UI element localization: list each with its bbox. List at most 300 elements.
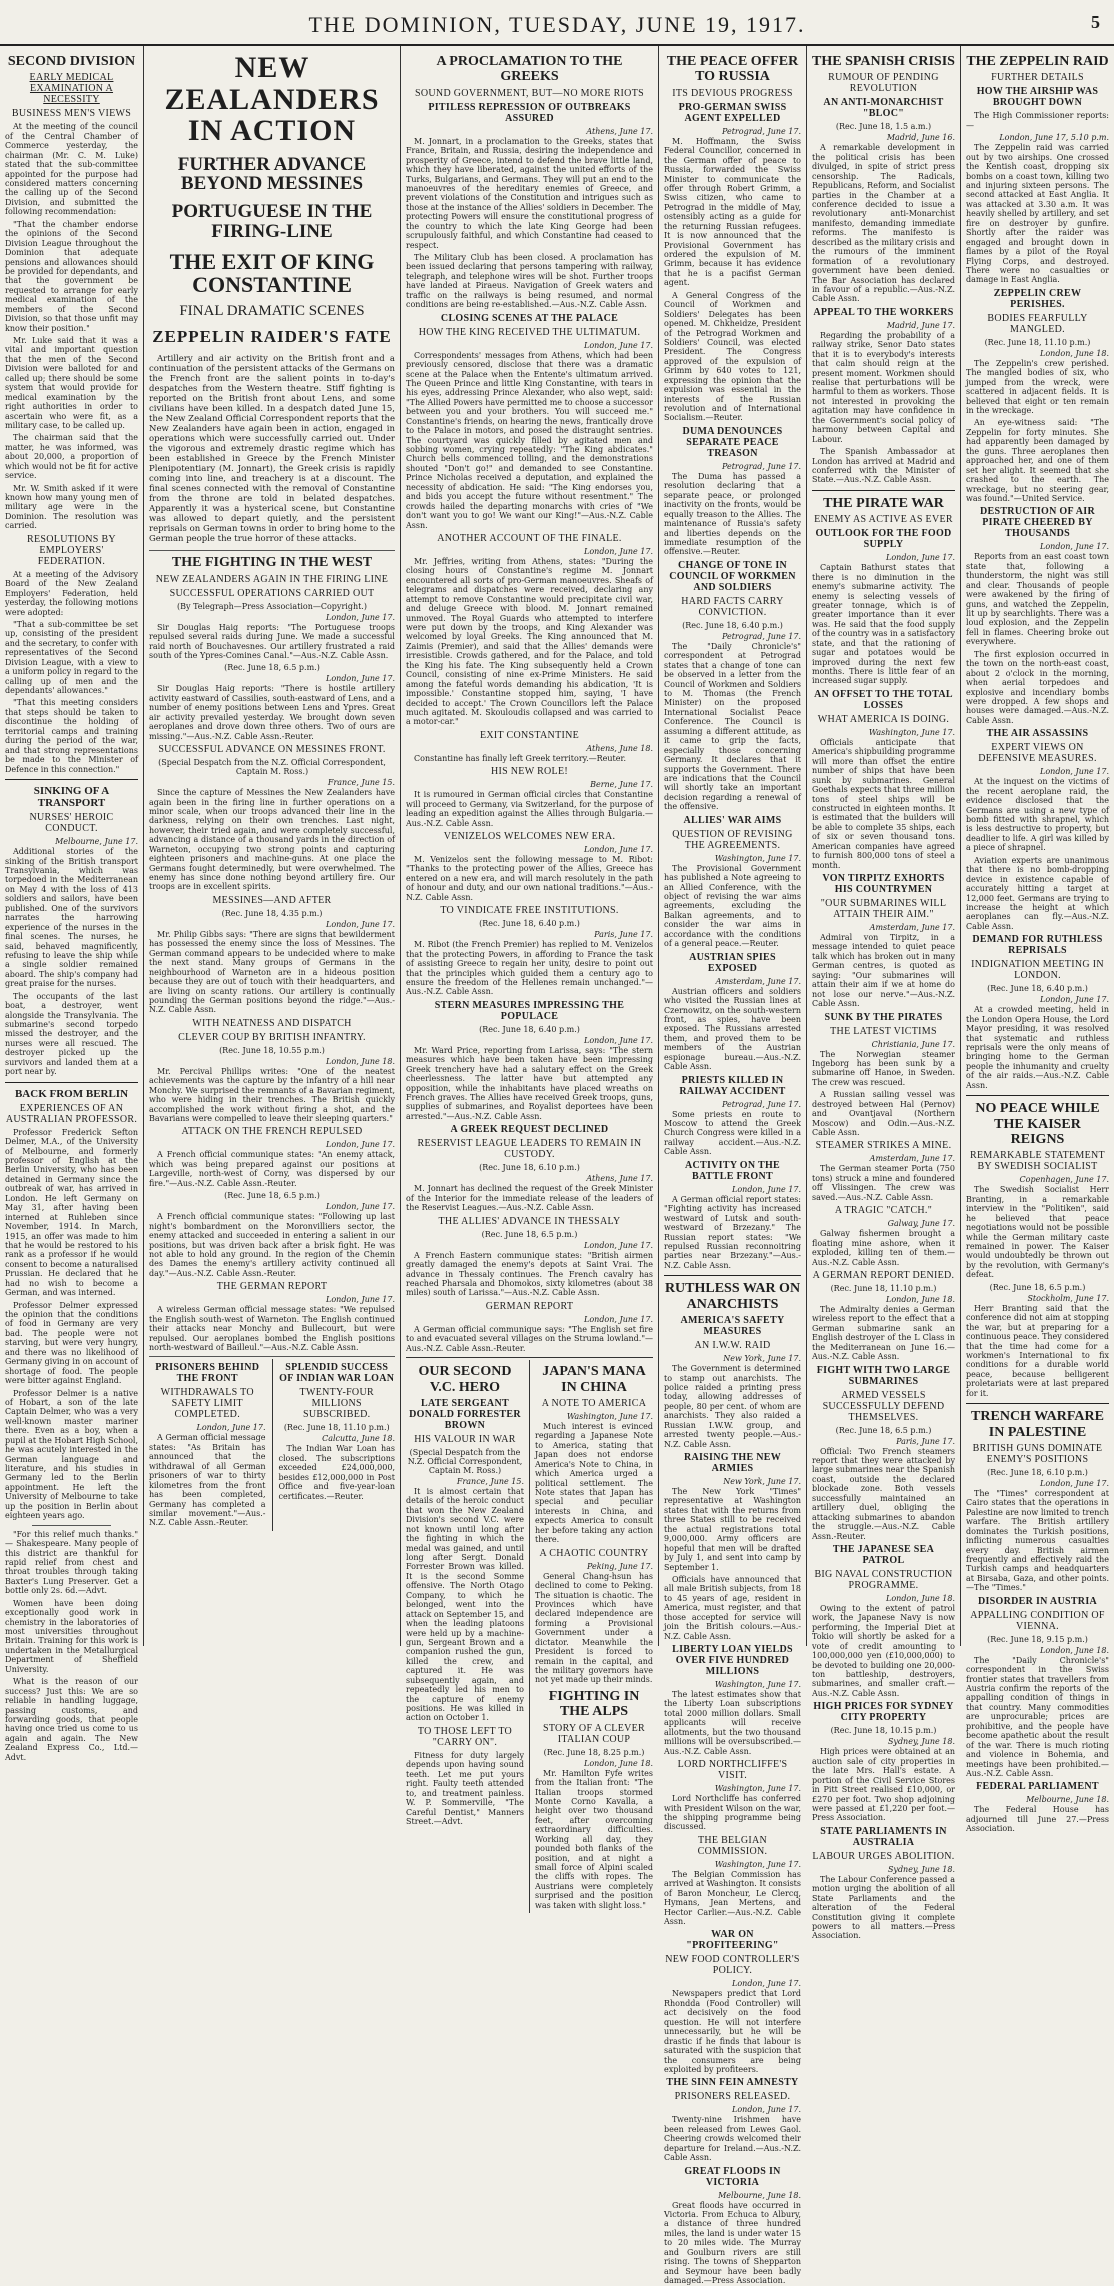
dateline: London, June 17. — [196, 1423, 266, 1433]
dateline: Stockholm, June 17. — [1027, 1293, 1109, 1303]
article-paragraph: The Admiralty denies a German wireless report to the effect that a German submarine sank an English destroyer of the L Class in the Mediterranean on June 16.—Aus.-N.Z. Cable Assn. — [812, 1304, 955, 1362]
article-paragraph: Some priests en route to Moscow to attend the Greek Church Congress were killed in a railway accident.—Aus.-N.Z. Cable Assn. — [664, 1109, 801, 1157]
dateline: London, June 18. — [1040, 1645, 1109, 1655]
subheadline: PRO-GERMAN SWISS AGENT EXPELLED — [678, 101, 787, 124]
subheadline: EXIT CONSTANTINE — [479, 729, 580, 741]
dateline: Washington, June 17. — [566, 1411, 653, 1421]
article-paragraph: M. Ribot (the French Premier) has replied to M. Venizelos that the protecting Powers, in affording to France the task of assisting Greece to regain her unity, desire to point out that the principles which guided them a century ago to ensure the freedom of the Hellenes remain unchanged."—Aus.-N.Z. Cable Assn. — [406, 940, 653, 997]
subheadline: DUMA DENOUNCES SEPARATE PEACE TREASON — [682, 425, 783, 459]
subheadline: STEAMER STRIKES A MINE. — [815, 1140, 952, 1152]
headline: ZEPPELIN RAIDER'S FATE — [152, 327, 392, 347]
subheadline: REMARKABLE STATEMENT BY SWEDISH SOCIALIST — [970, 1150, 1105, 1173]
subheadline: AMERICA'S SAFETY MEASURES — [680, 1315, 785, 1338]
article-paragraph: The High Commissioner reports:— — [966, 111, 1109, 130]
article-paragraph: High prices were obtained at an auction sale of city properties in the late Mrs. Hall's estate. A portion of the Civil Service Stores in Pitt Street realised £10,000, or £270 per foot. Two shop adjoining were passed at £1,220 per foot.—Press Association. — [812, 1747, 955, 1823]
article-paragraph: A French official communique states: "Following up last night's bombardment on the Moronvilliers sector, the enemy attacked and succeeded in entering a salient in our positions, but was driven back after a brisk fight. He was not able to hold any ground. In the region of the Chemin des Dames the enemy's artillery activity continued all day."—Aus.-N.Z. Cable Assn.-Reuter. — [149, 1212, 395, 1278]
dateline: London, June 17. — [886, 553, 955, 563]
article-paragraph: Austrian officers and soldiers who visited the Russian lines at Czernowitz, on the south-western front, as spies, have been exposed. The Russians arrested them, and proved them to be members of the Austrian espionage bureau.—Aus.-N.Z. Cable Assn. — [664, 986, 801, 1072]
dateline: London, June 18. — [886, 1294, 955, 1304]
article-paragraph: The Swedish Socialist Herr Branting, in a remarkable interview in the "Politiken", said he believed that peace negotiations would not be possible while the German military caste remained in power. The Kaiser would undoubtedly be thrown out by the revolution, with Germany's defeat. — [966, 1185, 1109, 1280]
divider — [5, 779, 138, 780]
subheadline: TWENTY-FOUR MILLIONS SUBSCRIBED. — [299, 1387, 374, 1421]
subheadline: AN OFFSET TO THE TOTAL LOSSES — [814, 688, 953, 711]
dateline: Amsterdam, June 17. — [869, 1154, 955, 1164]
article-paragraph: The "Times" correspondent at Cairo states that the operations in Palestine are now limited to trench warfare. The British artillery dominates the Turkish positions, inflicting numerous casualties every day. British airmen frequently and effectively raid the Turkish camps and headquarters at Birsaba, Gaza, and other points.—The "Times." — [966, 1488, 1109, 1593]
received-note: (Rec. June 18, 6.5 p.m.) — [989, 1282, 1086, 1292]
subheadline: ACTIVITY ON THE BATTLE FRONT — [684, 1159, 781, 1182]
subheadline: LORD NORTHCLIFFE'S VISIT. — [677, 1759, 788, 1782]
received-note: (Rec. June 18, 11.10 p.m.) — [830, 1283, 937, 1293]
dateline: Washington, June 17. — [714, 1784, 801, 1794]
subheadline: GREAT FLOODS IN VICTORIA — [684, 2165, 781, 2188]
dateline: London, June 17. — [326, 919, 395, 929]
sub-column — [535, 1360, 653, 1913]
article-paragraph: Much interest is evinced regarding a Japanese Note to America, stating that Japan does not endorse America's Note to China, in which America urged a political settlement. The Note states that Japan has special and peculiar interests in China, and expects America to consult her before taking any action there. — [535, 1421, 653, 1545]
summary-paragraph: Artillery and air activity on the British front and a continuation of the persistent attacks of the Germans on the French front are the salient points in to-day's despatches from the Western theatre. Stiff fighting is reported on the British front about Lens, and some civilians have been killed. In a despatch dated June 15, the New Zealand Official Correspondent reports that the New Zealanders have again been in action, engaged in operations which were successfully carried out. Under the vigorous and extremely drastic regime which has been established in Greece by the French Minister Plenipotentiary (M. Jonnart), the Greek crisis is rapidly coming into line, and treachery is at a discount. The final scenes connected with the removal of Constantine from the throne are told in belated despatches. Apparently it was a hysterical scene, but Constantine was allowed to depart quietly, and the persistent reprisals on German towns in order to bring home to the German people the true horror of these attacks. — [149, 354, 395, 545]
subheadline: ENEMY AS ACTIVE AS EVER — [814, 514, 953, 526]
article-paragraph: The Norwegian steamer Ingeborg has been sunk by a submarine off Hanoe, in Sweden. The crew was rescued. — [812, 1049, 955, 1087]
headline: TRENCH WARFARE IN PALESTINE — [971, 1409, 1104, 1440]
subheadline: SPLENDID SUCCESS OF INDIAN WAR LOAN — [279, 1362, 395, 1385]
subheadline: DEMAND FOR RUTHLESS REPRISALS — [972, 934, 1103, 957]
article-paragraph: Mr. Hamilton Fyfe writes from the Italian front: "The Italian troops stormed Monte Corno Kavalla, a height over two thousand feet, after overcoming extraordinary difficulties. Working all day, they pounded both flanks of the position, and at night a small force of Alpini scaled the cliffs with ropes. The Austrians were completely surprised and the position was taken with slight loss." — [535, 1768, 653, 1910]
received-note: (Rec. June 18, 11.10 p.m.) — [984, 337, 1091, 347]
article-paragraph: Great floods have occurred in Victoria. From Echuca to Albury, a distance of three hundred miles, the land is under water 15 to 20 miles wide. The Murray and Goulburn rivers are still rising. The towns of Shepparton and Seymour have been badly damaged.—Press Association. — [664, 2200, 801, 2286]
received-note: (Rec. June 18, 10.15 p.m.) — [830, 1726, 937, 1736]
subheadline: APPALLING CONDITION OF VIENNA. — [970, 1609, 1105, 1632]
article-paragraph: Mr. Philip Gibbs says: "There are signs that bewilderment has possessed the enemy since the loss of Messines. The German command appears to be undecided where to make the next stand. Many groups of Germans in the neighbourhood of Warneton are in a hideous position because they are out of touch with their headquarters, and are living on scanty rations. Our artillery is continually pounding the German positions beyond the ridge."—Aus.-N.Z. Cable Assn. — [149, 929, 395, 1015]
headline: RUTHLESS WAR ON ANARCHISTS — [664, 1281, 801, 1312]
subheadline: AN I.W.W. RAID — [694, 1340, 771, 1352]
column-1 — [0, 46, 143, 1762]
article-paragraph: "That this meeting considers that steps should be taken to discontinue the holding of territorial camps and training during the period of the war, and that strong representations be made to the Minister of Defence in this connection." — [5, 698, 138, 774]
subheadline: HIS NEW ROLE! — [490, 766, 569, 778]
article-paragraph: Professor Delmer is a native of Hobart, a son of the late Captain Delmer, who was a very well-known master mariner there. Even as a boy, when a pupil at the Hobart High School, he was acutely interested in the German language and literature, and his studies in Germany led to the Berlin appointment. He left the University of Melbourne to take up the position in Berlin about eighteen years ago. — [5, 1388, 138, 1521]
subheadline: OUTLOOK FOR THE FOOD SUPPLY — [815, 528, 952, 551]
received-note: (Rec. June 18, 6.40 p.m.) — [987, 984, 1088, 994]
column-rule — [272, 1359, 273, 1530]
subheadline: EARLY MEDICAL EXAMINATION A NECESSITY — [29, 72, 114, 106]
subheadline: STERN MEASURES IMPRESSING THE POPULACE — [434, 999, 625, 1022]
article-paragraph: The "Daily Chronicle's" correspondent at Petrograd states that a change of tone can be observed in a letter from the Council of Workmen and Soldiers to M. Thomas (the French Minister) on the proposed International Socialist Peace Conference. The Council is assuming a different attitude, as it came to grip the facts, especially those concerning Germany. It declares that it supports the Government. There are indications that the Council will shortly take an important decision regarding a renewal of the offensive. — [664, 641, 801, 812]
article-paragraph: Galway fishermen brought a floating mine ashore, when it exploded, killing ten of them.—Aus.-N.Z. Cable Assn. — [812, 1229, 955, 1267]
subheadline: ATTACK ON THE FRENCH REPULSED — [181, 1126, 363, 1138]
headline: THE PEACE OFFER TO RUSSIA — [666, 54, 799, 85]
dateline: Melbourne, June 17. — [55, 837, 138, 847]
sub-column — [149, 1359, 266, 1530]
article-paragraph: General Chang-hsun has declined to come to Peking. The situation is chaotic. The Provinces which have declared independence are forming a Provisional Government under a dictator. Meanwhile the President is forced to remain in the capital, and the military governors have not yet made up their minds. — [535, 1571, 653, 1685]
received-note: (Rec. June 18, 10.55 p.m.) — [219, 1045, 325, 1055]
article-paragraph: Since the capture of Messines the New Zealanders have again been in the firing line in further operations on a minor scale, when our troops advanced their line in the darkness, relying on their own trenches. Last night, however, their tried again, and were completely successful, advancing a distance of a thousand yards in the direction of Warneton, occupying two strong points and capturing eighteen prisoners and machine-guns. At one place the Germans fought determinedly, but were overwhelmed. The enemy has since done nothing beyond artillery fire. Our troops are in excellent spirits. — [149, 788, 395, 892]
dateline: London, June 17. — [584, 340, 653, 350]
article-paragraph: "That a sub-committee be set up, consisting of the president and the secretary, to confer with representatives of the Second Division League, with a view to a uniform policy in regard to the calling up of men and the dependants' allowances." — [5, 619, 138, 696]
article-paragraph: Officials have announced that all male British subjects, from 18 to 45 years of age, resident in America, must register, and that those accepted for service will join the British colours.—Aus.-N.Z. Cable Assn. — [664, 1574, 801, 1641]
received-note: (Rec. June 18, 6.5 p.m.) — [224, 1191, 320, 1201]
received-note: (Rec. June 18, 6.40 p.m.) — [682, 620, 783, 630]
received-note: (Rec. June 18, 6.10 p.m.) — [987, 1467, 1088, 1477]
subheadline: APPEAL TO THE WORKERS — [813, 306, 954, 318]
subheadline: A TRAGIC "CATCH." — [834, 1205, 933, 1217]
column-4 — [659, 46, 806, 2286]
subheadline: HARD FACTS CARRY CONVICTION. — [681, 595, 784, 618]
dateline: Paris, June 17. — [896, 1436, 955, 1446]
dateline: London, June 17. — [584, 1035, 653, 1045]
headline: FIGHTING IN THE ALPS — [548, 1688, 640, 1720]
dateline: Madrid, June 17. — [886, 320, 955, 330]
subheadline: WITH NEATNESS AND DISPATCH — [192, 1017, 352, 1029]
article-paragraph: M. Venizelos sent the following message to M. Ribot: "Thanks to the protecting power of the Allies, Greece has entered on a new era, and will march resolutely in the path of honour and duty, and our own national traditions."—Aus.-N.Z. Cable Assn. — [406, 855, 653, 902]
article-paragraph: Professor Frederick Sefton Delmer, M.A., of the University of Melbourne, and formerly professor of English at the Berlin University, who has been detained in Germany since the outbreak of war, has arrived in London. He left Germany on May 31, after having been interned at Ruhleben since November, 1914. In March, 1915, an offer was made to him that he would be restored to his rank as a professor if he would consent to become a naturalised Prussian. He declared that he had no wish to become a German, and was interned. — [5, 1127, 138, 1298]
article-paragraph: Newspapers predict that Lord Rhondda (Food Controller) will act decisively on the food question. He will not interfere unnecessarily, but he will be drastic if he finds that labour is saturated with the suspicion that the consumers are being exploited by profiteers. — [664, 1989, 801, 2074]
dateline: London, June 17. — [326, 1295, 395, 1305]
subheadline: RESOLUTIONS BY EMPLOYERS' FEDERATION. — [27, 533, 116, 567]
subheadline: ALLIES' WAR AIMS — [683, 814, 782, 826]
dateline: London, June 17. — [1040, 995, 1109, 1005]
headline: THE EXIT OF KING CONSTANTINE — [169, 249, 375, 298]
subheadline: HIS VALOUR IN WAR — [414, 1433, 516, 1445]
headline: THE PIRATE WAR — [823, 495, 944, 511]
article-paragraph: Mr. Luke said that it was a vital and important question that the men of the Second Division were balloted for and called up; there should be some system that would provide for medical examination by the right authorities in order to ascertain who were fit, as a military case, to be called up. — [5, 336, 138, 430]
article-paragraph: Lord Northcliffe has conferred with President Wilson on the war, the shipping programme being discussed. — [664, 1794, 801, 1832]
dateline: Amsterdam, June 17. — [869, 923, 955, 933]
headline: THE SPANISH CRISIS — [812, 54, 955, 69]
subheadline: A NOTE TO AMERICA — [541, 1397, 647, 1409]
subheadline: GERMAN REPORT — [485, 1300, 574, 1312]
split-section — [149, 1356, 395, 1530]
dateline: Paris, June 17. — [594, 930, 653, 940]
article-paragraph: Aviation experts are unanimous that there is no bomb-dropping device in existence capable of accurately hitting a target at 12,000 feet. Germans are trying to increase the height at which aeroplanes can fly.—Aus.-N.Z. Cable Assn. — [966, 855, 1109, 931]
subheadline: TO VINDICATE FREE INSTITUTIONS. — [440, 905, 619, 917]
article-paragraph: The first explosion occurred in the town on the north-east coast, about 2 o'clock in the morning, when aerial torpedoes and explosive and incendiary bombs were dropped. A few shops and houses were damaged.—Aus.-N.Z. Cable Assn. — [966, 649, 1109, 725]
dateline: New York, June 17. — [723, 1354, 801, 1364]
article-paragraph: Professor Delmer expressed the opinion that the conditions of food in Germany are very bad. The people were not starving, but were very hungry, and there was no likelihood of Germany giving in on account of shortage of food. The people were bitter against England. — [5, 1300, 138, 1386]
subheadline: SOUND GOVERNMENT, BUT—NO MORE RIOTS — [415, 87, 644, 99]
subheadline: ITS DEVIOUS PROGRESS — [672, 87, 793, 99]
headline: FINAL DRAMATIC SCENES — [179, 303, 365, 320]
article-paragraph: The New York "Times" representative at Washington states that with the returns from three States still to be received the actual registrations total 9,000,000. Army officers are hopeful that men will be drafted by July 1, and sent into camp by September 1. — [664, 1487, 801, 1572]
dateline: London, June 17. — [584, 1314, 653, 1324]
divider — [966, 1095, 1109, 1096]
dateline: London, June 17. — [326, 1140, 395, 1150]
headline: PORTUGUESE IN THE FIRING-LINE — [171, 201, 373, 243]
article-paragraph: The chairman said that the matter, he was informed, was about 20,000, a proportion of which would not be fit for active service. — [5, 433, 138, 481]
article-paragraph: Additional stories of the sinking of the British transport Transylvania, which was torpedoed in the Mediterranean on May 4 with the loss of 413 soldiers and sailors, have been published. One of the survivors narrates the harrowing experience of the nurses in the final scenes. The nurses, he said, behaved magnificently, refusing to leave the ship while a single soldier remained aboard. The ship's company had great praise for the nurses. — [5, 847, 138, 989]
dateline: Calcutta, June 18. — [322, 1434, 395, 1444]
article-paragraph: The "Daily Chronicle's" correspondent in the Swiss frontier states that travellers from Austria confirm the reports of the appalling condition of things in that country. Many commodities are unprocurable; prices are prohibitive, and the people have become apathetic about the result of the war. There is much rioting and violence in Bohemia, and meetings have been prohibited.—Aus.-N.Z. Cable Assn. — [966, 1655, 1109, 1778]
article-paragraph: An eye-witness said: "The Zeppelin for forty minutes. She had apparently been damaged by the guns. Three aeroplanes then approached her, and one of them set her alight. It seemed that she crashed to the earth. The wreckage, but no steering gear, was found."—United Service. — [966, 418, 1109, 503]
subheadline: THE GERMAN REPORT — [216, 1281, 328, 1293]
subheadline: VON TIRPITZ EXHORTS HIS COUNTRYMEN — [822, 873, 945, 896]
subheadline: CLOSING SCENES AT THE PALACE — [440, 312, 619, 324]
headline: OUR SECOND V.C. HERO — [418, 1364, 512, 1395]
dateline: London, June 18. — [584, 1758, 653, 1768]
subheadline: MESSINES—AND AFTER — [212, 894, 332, 906]
dateline: Galway, June 17. — [887, 1219, 955, 1229]
dateline: London, June 17. — [584, 1240, 653, 1250]
article-paragraph: "That the chamber endorse the opinions of the Second Division League throughout the Dominion that adequate pensions and allowances should be provided for dependants, and that the government be requested to arrange for early medical examination of the members of the Second Division, so that those unfit may know their position." — [5, 219, 138, 333]
subheadline: "OUR SUBMARINES WILL ATTAIN THEIR AIM." — [820, 898, 947, 921]
subheadline: THE JAPANESE SEA PATROL — [832, 1543, 935, 1566]
divider — [149, 550, 395, 551]
article-paragraph: M. Hoffmann, the Swiss Federal Councillor, concerned in the German offer of peace to Russia, forwarded the Swiss Minister to communicate the offer through Robert Grimm, a Swiss citizen, who came to Petrograd in the middle of May, ostensibly acting as a guide for the returning Russian refugees. It is now announced that the Provisional Government has ordered the expulsion of M. Grimm, because it has evidence that he is a pacifist German agent. — [664, 136, 801, 288]
article-paragraph: At a crowded meeting, held in the London Opera House, the Lord Mayor presiding, it was resolved that systematic and ruthless reprisals were the only means of bringing home to the German people the inhumanity and cruelty of the air raids.—Aus.-N.Z. Cable Assn. — [966, 1005, 1109, 1090]
headline: A PROCLAMATION TO THE GREEKS — [436, 54, 623, 85]
subheadline: VENIZELOS WELCOMES NEW ERA. — [443, 831, 616, 843]
article-paragraph: The Indian War Loan has closed. The subscriptions exceeded £24,000,000, besides £12,000,000 in Post Office and five-year-loan certificates.—Reuter. — [278, 1444, 395, 1501]
subheadline: THE SINN FEIN AMNESTY — [666, 2077, 799, 2089]
subheadline: PRISONERS BEHIND THE FRONT — [155, 1362, 260, 1385]
dateline: Melbourne, June 18. — [718, 2190, 801, 2200]
subheadline: LIBERTY LOAN YIELDS OVER FIVE HUNDRED MILLIONS — [672, 1644, 793, 1677]
dateline: London, June 17, 5.10 p.m. — [999, 133, 1109, 143]
subheadline: BIG NAVAL CONSTRUCTION PROGRAMME. — [814, 1568, 953, 1591]
dateline: Washington, June 17. — [714, 853, 801, 863]
article-paragraph: Captain Bathurst states that there is no diminution in the enemy's submarine activity. The enemy is selecting vessels of greater tonnage, which is of greater importance than it ever was. He said that the food supply of the country was in a satisfactory state, and that the rationing of sugar and potatoes would be improved during the next few months. There is little fear of an increased sugar supply. — [812, 563, 955, 686]
subheadline: LABOUR URGES ABOLITION. — [812, 1850, 955, 1862]
dateline: Athens, June 18. — [586, 743, 653, 753]
article-paragraph: Sir Douglas Haig reports: "There is hostile artillery activity eastward of Cassilies, south-eastward of Lens, and a number of enemy positions between Lens and Ypres. Great air activity prevailed yesterday. We brought down seven aeroplanes and drove down three others. Two of ours are missing."—Aus.-N.Z. Cable Assn.-Reuter. — [149, 684, 395, 741]
subheadline: CLEVER COUP BY BRITISH INFANTRY. — [178, 1031, 366, 1043]
subheadline: A GERMAN REPORT DENIED. — [812, 1269, 955, 1281]
subheadline: CHANGE OF TONE IN COUNCIL OF WORKMEN AND SOLDIERS — [669, 559, 796, 593]
received-note: (Rec. June 18, 9.15 p.m.) — [987, 1634, 1088, 1644]
divider — [32, 1525, 112, 1526]
subheadline: LATE SERGEANT DONALD FORRESTER BROWN — [409, 1397, 521, 1431]
dateline: Washington, June 17. — [714, 1680, 801, 1689]
subheadline: SUCCESSFUL OPERATIONS CARRIED OUT — [169, 587, 375, 599]
article-paragraph: It is almost certain that details of the heroic conduct that won the New Zealand Division's second V.C. were not known until long after the fighting in which the medal was gained, and until long after Sergt. Donald Forrester Brown was killed. It is the second Somme offensive. The North Otago Company, to which he belonged, went into the attack on September 15, and when the leading platoons were held up by a machine-gun, Sergeant Brown and a companion rushed the gun, killed the crew, and captured it. He was subsequently again, and repeatedly led his men to the capture of enemy positions. He was killed in action on October 1. — [406, 1486, 524, 1723]
article-paragraph: The Zeppelin raid was carried out by two airships. One crossed the Kentish coast, dropping six bombs on a coast town, killing two and injuring sixteen persons. The second attacked at East Anglia. It was attacked at 3.30 a.m. It was heavily shelled by artillery, and set fire on destroyer by gunfire. Shortly after the raider was engaged and brought down in flames by a pilot of the Royal Flying Corps, and destroyed. There were no casualties or damage in East Anglia. — [966, 143, 1109, 285]
headline: FURTHER ADVANCE BEYOND MESSINES — [177, 153, 367, 195]
main-headline: NEW ZEALANDERS IN ACTION — [164, 51, 380, 147]
divider — [5, 1082, 138, 1083]
dateline: Petrograd, June 17. — [721, 461, 801, 471]
article-paragraph: A French Eastern communique states: "British airmen greatly damaged the enemy's depots at Saint Vrai. The advance in Thessaly continues. The French cavalry has reached Pharsala and Dhomokos, sixty kilometres (about 38 miles) south of Larissa."—Aus.-N.Z. Cable Assn. — [406, 1250, 653, 1298]
dateline: London, June 17. — [1040, 1478, 1109, 1488]
subheadline: WITHDRAWALS TO SAFETY LIMIT COMPLETED. — [160, 1387, 254, 1421]
column-6 — [961, 46, 1114, 1834]
subheadline: DISORDER IN AUSTRIA — [977, 1595, 1098, 1607]
subheadline: STATE PARLIAMENTS IN AUSTRALIA — [820, 1825, 947, 1848]
dateline: London, June 17. — [732, 1979, 801, 1989]
page-number: 5 — [1091, 12, 1100, 32]
received-note: (Rec. June 18, 6.40 p.m.) — [479, 1024, 580, 1034]
article-paragraph: The Military Club has been closed. A proclamation has been issued declaring that persons tampering with railway, telegraph, and telephone wires will be shot. Further troops have landed at Piraeus. Navigation of Greek waters and traffic on the railways is being resumed, and normal conditions are being re-established.—Aus.-N.Z. Cable Assn. — [406, 253, 653, 310]
article-paragraph: A German official communique says: "The English set fire to and evacuated several villages on the Struma lowland."—Aus.-N.Z. Cable Assn.-Reuter. — [406, 1324, 653, 1353]
dateline: Christiania, June 17. — [871, 1039, 955, 1049]
subheadline: AN ANTI-MONARCHIST "BLOC" — [823, 97, 944, 120]
headline: THE FIGHTING IN THE WEST — [171, 555, 373, 571]
subheadline: RESERVIST LEAGUE LEADERS TO REMAIN IN CUSTODY. — [417, 1138, 642, 1161]
article-paragraph: Admiral von Tirpitz, in a message intended to quiet peace talk which has broken out in many German centres, is quoted as saying: "Our submarines will attain their aim if we at home do not lose our nerve."—Aus.-N.Z. Cable Assn. — [812, 933, 955, 1009]
headline: SINKING OF A TRANSPORT — [33, 784, 110, 810]
subheadline: FEDERAL PARLIAMENT — [976, 1781, 1099, 1793]
article-paragraph: It is rumoured in German official circles that Constantine will proceed to Germany, via Switzerland, for the purpose of leading an expedition against the Allies through Bulgaria.—Aus.-N.Z. Cable Assn. — [406, 790, 653, 828]
dateline: Melbourne, June 18. — [1026, 1795, 1109, 1805]
received-note: (Rec. June 18, 6.10 p.m.) — [479, 1163, 580, 1173]
article-paragraph: A Russian sailing vessel was destroyed between Hal (Pernov) and Ovantjaval (Northern Moscow) and Odin.—Aus.-N.Z. Cable Assn. — [812, 1090, 955, 1138]
subheadline: BRITISH GUNS DOMINATE ENEMY'S POSITIONS — [972, 1442, 1103, 1465]
received-note: (Rec. June 18, 6.40 p.m.) — [479, 919, 580, 929]
sub-column — [406, 1360, 524, 1913]
article-paragraph: Herr Branting said that the conference did not aim at stopping the war, but at preparing for a continuous peace. They considered that the time had come for a workmen's International to fix conditions for a durable world peace, because belligerent proletariats were at last prepared for it. — [966, 1303, 1110, 1398]
subheadline: FURTHER DETAILS — [991, 72, 1084, 84]
subheadline: BUSINESS MEN'S VIEWS — [11, 108, 132, 120]
column-rule — [529, 1360, 530, 1913]
subheadline: PRISONERS RELEASED. — [674, 2091, 791, 2103]
subheadline: SUNK BY THE PIRATES — [824, 1011, 943, 1023]
subheadline: WAR ON "PROFITEERING" — [686, 1929, 779, 1952]
article-paragraph: Mr. Ward Price, reporting from Larissa, says: "The stern measures which have been taken have been impressing Greek trenchery have had a salutary effect on the Greek cheerlessness. The latter have but attempted any opposition, while the inhabitants have placed wreaths on French graves. The Allies have received Greek troops, guns, supplies of submarines, and Royalist deportees have been arrested."—Aus.-N.Z. Cable Assn. — [406, 1045, 653, 1121]
sub-column — [279, 1359, 396, 1530]
subheadline: HIGH PRICES FOR SYDNEY CITY PROPERTY — [813, 1701, 954, 1724]
column-5 — [807, 46, 960, 1941]
column-2 — [144, 46, 400, 1650]
split-section — [406, 1357, 653, 1913]
received-note: (Rec. June 18, 6.5 p.m.) — [224, 663, 320, 673]
article-paragraph: A German official message states: "As Britain has announced that the withdrawal of all German prisoners of war to thirty kilometres from the front has been completed, Germany has completed a similar movement."—Aus.-N.Z. Cable Assn.-Reuter. — [149, 1433, 266, 1528]
divider — [812, 490, 955, 491]
received-note: (Rec. June 18, 1.5 a.m.) — [835, 122, 932, 132]
article-paragraph: Twenty-nine Irishmen have been released from Lewes Gaol. Cheering crowds welcomed their departure for Ireland.—Aus.-N.Z. Cable Assn. — [664, 2115, 801, 2163]
subheadline: A CHAOTIC COUNTRY — [539, 1547, 649, 1559]
dateline: Sydney, June 18. — [887, 1864, 955, 1874]
dateline: Washington, June 17. — [868, 727, 955, 737]
subheadline: ANOTHER ACCOUNT OF THE FINALE. — [437, 532, 622, 544]
dateline: London, June 17. — [1040, 767, 1109, 777]
dateline: London, June 17. — [326, 1202, 395, 1212]
subheadline: RUMOUR OF PENDING REVOLUTION — [828, 72, 939, 95]
advertisement: Fitness for duty largely depends upon having sound teeth. Let me put yours right. Faulty teeth attended to, and treatment painless. W. P. Sommerville, "The Careful Dentist," Manners Street.—Advt. — [406, 1750, 524, 1826]
subheadline: BODIES FEARFULLY MANGLED. — [987, 312, 1088, 335]
dateline: Petrograd, June 17. — [721, 1099, 801, 1109]
article-paragraph: A remarkable development in the political crisis has been divulged, in spite of strict press censorship. The Radicals, Republicans, Reform, and Socialist parties in the Chamber at a conference decided to issue a revolutionary anti-Monarchist manifesto, demanding immediate reforms. The manifesto is described as the military crisis and the rumours of the imminent formation of a revolutionary government have been denied. The Bar Association has declared in favour of a republic.—Aus.-N.Z. Cable Assn. — [812, 143, 955, 304]
column-3 — [401, 46, 658, 1910]
article-paragraph: The Government is determined to stamp out anarchists. The police raided a printing press today, allowing addresses of people, 80 per cent. of whom are anarchists. They also raided a Russian I.W.W. group, and arrested twenty people.—Aus.-N.Z. Cable Assn. — [664, 1364, 801, 1449]
subheadline: THE BELGIAN COMMISSION. — [697, 1834, 768, 1857]
article-paragraph: The Duma has passed a resolution declaring that a separate peace, or prolonged inactivity on the fronts, would be equally treason to the Allies. The maintenance of Russia's safety and liberties depends on the immediate resumption of the offensive.—Reuter. — [664, 471, 801, 557]
article-paragraph: Women have been doing exceptionally good work in chemistry in the laboratories of most universities throughout Britain. Training for this work is undertaken in the Metallurgical Department of Sheffield University. — [5, 1598, 138, 1674]
subheadline: THE LATEST VICTIMS — [830, 1025, 937, 1037]
dateline: New York, June 17. — [723, 1477, 801, 1486]
article-paragraph: The occupants of the last boat, a destroyer, went alongside the Transylvania. The submarine's second torpedo missed the destroyer, and the nurses were all rescued. The destroyer picked up the survivors and landed them at a port near by. — [5, 991, 138, 1077]
source-note: (By Telegraph—Press Association—Copyright.) — [177, 601, 367, 611]
subheadline: DESTRUCTION OF AIR PIRATE CHEERED BY THOUSANDS — [979, 506, 1096, 540]
article-paragraph: Sir Douglas Haig reports: "The Portuguese troops repulsed several raids during June. We made a successful raid north of Bouchavesnes. Our artillery frustrated a raid south of the Ypres-Comines Canal."—Aus.-N.Z. Cable Assn. — [149, 622, 395, 661]
article-paragraph: The Provisional Government has published a Note agreeing to an Allied Conference, with the object of revising the war aims agreements, excluding the Balkan agreements, and to consider the war aims in accordance with the conditions of a general peace.—Reuter. — [664, 863, 801, 949]
subheadline: FIGHT WITH TWO LARGE SUBMARINES — [816, 1364, 951, 1387]
subheadline: AUSTRIAN SPIES EXPOSED — [689, 951, 776, 974]
dateline: London, June 18. — [1040, 348, 1109, 358]
subheadline: NEW ZEALANDERS AGAIN IN THE FIRING LINE — [155, 573, 389, 585]
dateline: Petrograd, June 17. — [721, 126, 801, 136]
headline: BACK FROM BERLIN — [14, 1087, 129, 1100]
subheadline: EXPERT VIEWS ON DEFENSIVE MEASURES. — [978, 742, 1097, 765]
dateline: Petrograd, June 17. — [721, 631, 801, 641]
dateline: Washington, June 17. — [714, 1859, 801, 1869]
subheadline: HOW THE KING RECEIVED THE ULTIMATUM. — [418, 326, 641, 338]
dateline: London, June 17. — [326, 612, 395, 622]
received-note: (Rec. June 18, 11.10 p.m.) — [283, 1423, 390, 1433]
article-paragraph: A wireless German official message states: "We repulsed the English south-west of Warneton. The English continued their attacks near Monchy and Bullecourt, but were repulsed. Our aeroplanes bombed the English positions north-westward of Bailleul."—Aus.-N.Z. Cable Assn. — [149, 1305, 395, 1353]
subheadline: HOW THE AIRSHIP WAS BROUGHT DOWN — [976, 86, 1099, 109]
subheadline: WHAT AMERICA IS DOING. — [817, 713, 950, 725]
article-paragraph: Constantine has finally left Greek territory.—Reuter. — [414, 753, 626, 763]
article-paragraph: The Zeppelin's crew perished. The mangled bodies of six, who jumped from the wreck, were scattered in adjacent fields. It is believed that eight or ten remain in the wreckage. — [966, 358, 1109, 416]
dateline: London, June 18. — [886, 1593, 955, 1603]
subheadline: ARMED VESSELS SUCCESSFULLY DEFEND THEMSELVES. — [822, 1389, 945, 1423]
source-note: (Special Despatch from the N.Z. Official Correspondent, Captain M. Ross.) — [158, 758, 386, 777]
source-note: (Special Despatch from the N.Z. Official Correspondent, Captain M. Ross.) — [407, 1447, 523, 1475]
subheadline: THE AIR ASSASSINS — [986, 728, 1089, 740]
article-paragraph: At the meeting of the council of the Central Chamber of Commerce yesterday, the chairman (Mr. C. M. Luke) stated that the sub-committee appointed for the purpose had considered matters concerning the calling up of the Second Division, and submitted the following recommendation: — [5, 122, 138, 217]
subheadline: TO THOSE LEFT TO "CARRY ON". — [417, 1725, 513, 1748]
headline: JAPAN'S MANA IN CHINA — [542, 1364, 646, 1395]
subheadline: NURSES' HEROIC CONDUCT. — [29, 812, 114, 835]
article-paragraph: The Belgian Commission has arrived at Washington. It consists of Baron Moncheur, Le Clercq, Hymans, Jean Mertens, and Hector Carlier.—Aus.-N.Z. Cable Assn. — [664, 1869, 801, 1926]
article-paragraph: Mr. Percival Phillips writes: "One of the neatest achievements was the capture by the infantry of a hill near Monchy. We surprised the remnants of a Bavarian regiment, who were hiding in their trenches. The British quickly accomplished the work without firing a shot, and the Bavarians were compelled to leave their sleeping quarters." — [149, 1066, 395, 1124]
subheadline: A GREEK REQUEST DECLINED — [450, 1124, 609, 1136]
subheadline: ZEPPELIN CREW PERISHES. — [993, 287, 1082, 310]
headline: NO PEACE WHILE THE KAISER REIGNS — [975, 1101, 1100, 1147]
divider — [966, 1403, 1109, 1404]
article-paragraph: Official: Two French steamers report that they were attacked by large submarines near the Spanish coast, outside the declared blockade zone. Both vessels successfully maintained an artillery duel, obliging the attacking submarines to abandon the struggle.—Aus.-N.Z. Cable Assn.-Reuter. — [812, 1446, 955, 1541]
article-paragraph: A French official communique states: "An enemy attack, which was being prepared against our positions at Largeville, north-west of Corny, was dispersed by our fire."—Aus.-N.Z. Cable Assn.-Reuter. — [149, 1150, 395, 1188]
masthead — [0, 0, 1114, 46]
article-paragraph: At a meeting of the Advisory Board of the New Zealand Employers' Federation, held yesterday, the following motions were adopted: — [5, 569, 138, 617]
dateline: London, June 17. — [326, 674, 395, 684]
article-paragraph: Mr. Jeffries, writing from Athens, states: "During the closing hours of Constantine's regime M. Jonnart encountered all sorts of pro-German manoeuvres. Sheafs of telegrams and dispatches were received, declaring any attempt to remove Constantine would precipitate civil war, and deluge Greece with blood. M. Jonnart remained unmoved. The Royal Guards who attempted to interfere were put down by the troops, and King Alexander was welcomed by loyal Greeks. The King announced that M. Zaimis (Premier), and said that the Allies' demands were irresistible. Crowds gathered, and for the Palace, and told the King his fate. The King subsequently held a Crown Council, consisting of nine ex-Prime Ministers. He said among the fateful words demanding his abdication, 'It is impossible.' Constantine stopped him, saying, 'I have decided to accept.' The Crown Councillors left the Palace much agitated. M. Skouloudis collapsed and was carried to a motor-car." — [406, 556, 653, 727]
received-note: (Rec. June 18, 8.25 p.m.) — [543, 1747, 645, 1757]
dateline: London, June 17. — [1040, 542, 1109, 552]
received-note: (Rec. June 18, 4.35 p.m.) — [221, 908, 323, 918]
article-paragraph: Reports from an east coast town state that, following a thunderstorm, the night was still and clear. Thousands of people were awakened by the firing of guns, and watched the Zeppelin, lit up by searchlights. There was a loud explosion, and the Zeppelin fell in flames. Cheering broke out everywhere. — [966, 552, 1109, 647]
dateline: Athens, June 17. — [586, 126, 653, 136]
dateline: Copenhagen, June 17. — [1019, 1175, 1109, 1185]
article-paragraph: The German steamer Porta (750 tons) struck a mine and foundered off Vlissingen. The crew was saved.—Aus.-N.Z. Cable Assn. — [812, 1164, 955, 1202]
dateline: Sydney, June 18. — [887, 1737, 955, 1747]
subheadline: SUCCESSFUL ADVANCE ON MESSINES FRONT. — [158, 744, 386, 756]
article-paragraph: Correspondents' messages from Athens, which had been previously censored, disclose that there was a dramatic scene at the Palace when the Entente's ultimatum arrived. The Queen Prince and little King Constantine, with tears in his eyes, addressing Prince Alexander, who also wept, said: "The Allied Powers have permitted me to choose a successor between you and your brothers. You will succeed me." Constantine's friends, on hearing the news, frantically drove to the Palace in motors, and posed the distraught sentries. The courtyard was quickly filled by agitated men and sobbing women, crying repeatedly: "The King abdicates." Church bells commenced tolling, and the demonstrations shouted "Don't go!" and demanded to see Constantine. Prince Nicholas received a deputation, and explained the necessity of abdication. He said: "The King endorses you, and bids you accept the future without resentment." The crowds hailed the departing monarchs with cries of "We don't want you to go! We want our King!"—Aus.-N.Z. Cable Assn. — [406, 350, 653, 530]
dateline: Madrid, June 16. — [886, 133, 955, 143]
article-paragraph: A General Congress of the Council of Workmen and Soldiers' Delegates has been opened. M. Chkheidze, President of the Petrograd Workmen and Soldiers' Council, was elected President. The Congress approved of the expulsion of Grimm by 640 votes to 121, expressing the opinion that the expulsion was essential in the interests of the Russian revolution and of International Socialism.—Reuter. — [664, 290, 801, 423]
subheadline: QUESTION OF REVISING THE AGREEMENTS. — [672, 828, 793, 851]
article-paragraph: The Federal House has adjourned till June 27.—Press Association. — [966, 1805, 1109, 1834]
dateline: Berne, June 17. — [590, 780, 653, 790]
dateline: France, June 15. — [327, 778, 395, 788]
subheadline: EXPERIENCES OF AN AUSTRALIAN PROFESSOR. — [5, 1102, 138, 1125]
subheadline: RAISING THE NEW ARMIES — [683, 1452, 782, 1474]
received-note: (Rec. June 18, 6.5 p.m.) — [481, 1229, 578, 1239]
dateline: France, June 15. — [456, 1476, 524, 1486]
subheadline: THE ALLIES' ADVANCE IN THESSALY — [438, 1215, 621, 1227]
dateline: London, June 17. — [584, 546, 653, 556]
article-paragraph: M. Jonnart, in a proclamation to the Greeks, states that France, Britain, and Russia, desiring the independence and prosperity of Greece, intend to defend the brave little land, which they have liberated, against the united efforts of the Turks, Bulgarians, and Germans. They will put an end to the manoeuvres of the hereditary enemies of Greece, and prevent violations of the Constitution and intrigues such as those at the instance of the Allies' soldiers in December. The protecting Powers will ensure the constitutional progress of the country to which the late King George had been scrupulously faithful, and which Constantine had ceased to respect. — [406, 136, 653, 250]
article-paragraph: Regarding the probability of a railway strike, Senor Dato states that it is to everybody's interests that calm should reign at the present moment. Workmen should realise that perturbations will be harmful to them as workers. Those not interested in provoking the agitation may have confidence in the Government's social policy of harmony between Capital and Labour. — [812, 330, 955, 444]
headline: THE ZEPPELIN RAID — [966, 54, 1109, 69]
dateline: Athens, June 17. — [586, 1174, 653, 1184]
subheadline: PITILESS REPRESSION OF OUTBREAKS ASSURED — [428, 101, 631, 124]
received-note: (Rec. June 18, 6.5 p.m.) — [835, 1425, 932, 1435]
subheadline: STORY OF A CLEVER ITALIAN COUP — [542, 1722, 646, 1745]
article-paragraph: Owing to the extent of patrol work, the Japanese Navy is now performing, the Imperial Diet at Tokio will shortly be asked for a vote of credit amounting to 100,000,000 yen (£10,000,000) to be devoted to building one 20,000-ton battleship, destroyers, submarines, and smaller craft.—Aus.-N.Z. Cable Assn. — [812, 1603, 955, 1698]
dateline: London, June 17. — [584, 845, 653, 855]
article-paragraph: At the inquest on the victims of the recent aeroplane raid, the evidence disclosed that the Germans are using a new type of bomb fitted with shrapnel, which is less destructive to property, but deadlier to life. A girl was killed by a piece of shrapnel. — [966, 777, 1109, 853]
article-paragraph: Officials anticipate that America's shipbuilding programme will more than offset the entire number of ships that have been sunk by submarines. General Goethals expects that three million tons of steel ships will be constructed in eighteen months. It is estimated that the builders will be able to complete 35 ships, each of six or seven thousand tons. American companies have agreed to furnish 800,000 tons of steel a month. — [812, 737, 955, 870]
advertisement: "For this relief much thanks." — Shakespeare. Many people of this district are thankful for rapid relief from chest and throat troubles through taking Baxter's Lung Preserver. Get a bottle only 2s. 6d.—Advt. — [5, 1529, 138, 1596]
dateline: Amsterdam, June 17. — [715, 976, 801, 986]
dateline: London, June 18. — [326, 1056, 395, 1066]
